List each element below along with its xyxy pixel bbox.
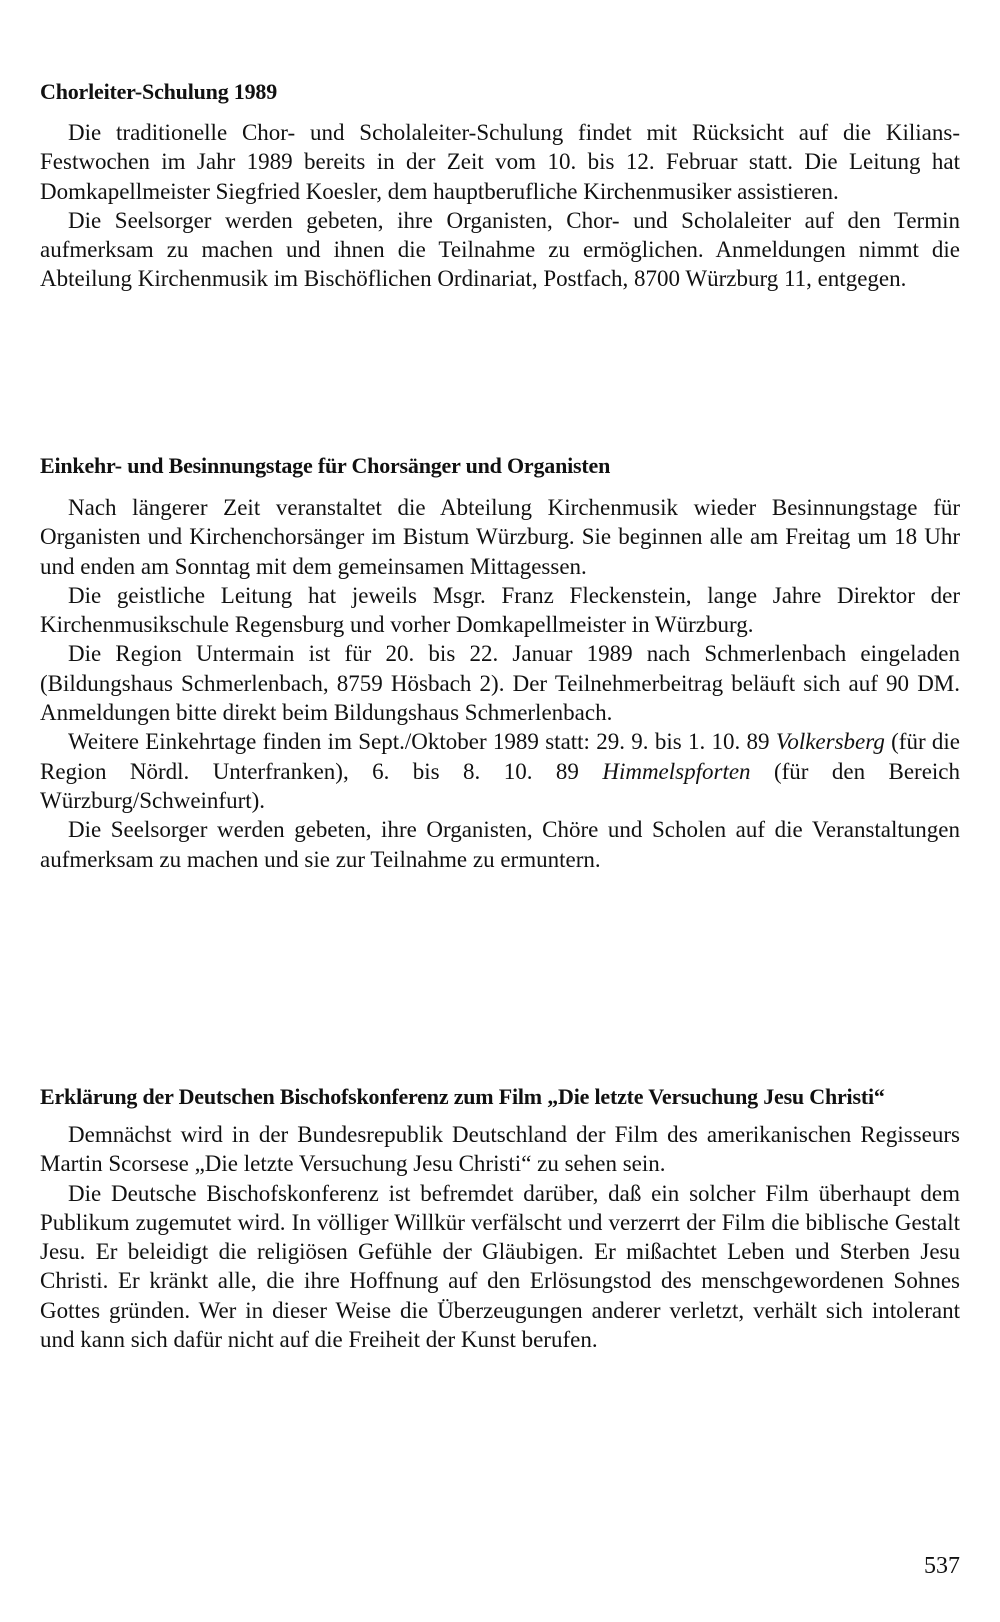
events-region-1: (für die Region Nördl. Unterfranken), 6. bis 8. 10. 89 — [40, 729, 961, 784]
paragraph: Demnächst wird in der Bundesrepublik Deutschland der Film des amerikanischen Regisseurs Martin Scorsese „Die letzte Versuchung Jesu Christi“ zu sehen sein. — [40, 1122, 960, 1177]
section-einkehr-besinnungstage — [40, 452, 960, 874]
paragraph: Die Seelsorger werden gebeten, ihre Organisten, Chor- und Scholaleiter auf den Termin aufmerksam zu machen und ihnen die Teilnahme zu ermöglichen. Anmeldungen nimmt die Abteilung Kirchenmusik im Bischöflichen Ordinariat, Postfach, 8700 Würzburg 11, entgegen. — [40, 207, 960, 292]
events-region-2: (für den Bereich Würzburg/Schweinfurt). — [40, 758, 961, 813]
section-erklaerung-bischofskonferenz — [40, 1083, 960, 1354]
section-heading: Erklärung der Deutschen Bischofskonferenz zum Film „Die letzte Versuchung Jesu Christi“ — [40, 1084, 885, 1109]
page-number: 537 — [924, 1553, 960, 1579]
events-paragraph — [40, 727, 960, 815]
paragraph: Die traditionelle Chor- und Scholaleiter-Schulung findet mit Rücksicht auf die Kilians-Festwochen im Jahr 1989 bereits in der Zeit vom 10. bis 12. Februar statt. Die Leitung hat Domkapellmeister Siegfried Koesler, dem hauptberufliche Kirchenmusiker assistieren. — [40, 120, 960, 204]
paragraph: Die Region Untermain ist für 20. bis 22. Januar 1989 nach Schmerlenbach eingeladen (Bildungshaus Schmerlenbach, 8759 Hösbach 2). Der Teilnehmerbeitrag beläuft sich auf 90 DM. Anmeldungen bitte direkt beim Bildungshaus Schmerlenbach. — [40, 641, 960, 726]
document-page — [40, 0, 960, 1622]
paragraph: Die geistliche Leitung hat jeweils Msgr. Franz Fleckenstein, lange Jahre Direktor der Kirchenmusikschule Regensburg und vorher Domkapellmeister in Würzburg. — [40, 582, 960, 638]
section-heading: Chorleiter-Schulung 1989 — [40, 79, 277, 104]
section-chorleiter-schulung — [40, 78, 960, 294]
section-heading: Einkehr- und Besinnungstage für Chorsänger und Organisten — [40, 453, 611, 478]
paragraph: Nach längerer Zeit veranstaltet die Abteilung Kirchenmusik wieder Besinnungstage für Organisten und Kirchenchorsänger im Bistum Würzburg. Sie beginnen alle am Freitag um 18 Uhr und enden am Sonntag mit dem gemeinsamen Mittagessen. — [40, 495, 960, 579]
events-intro: Weitere Einkehrtage finden im Sept./Oktober 1989 statt: 29. 9. bis 1. 10. 89 — [68, 729, 770, 755]
place-himmelspforten: Himmelspforten — [602, 758, 751, 784]
paragraph: Die Deutsche Bischofskonferenz ist befremdet darüber, daß ein solcher Film überhaupt dem Publikum zugemutet wird. In völliger Willkür verfälscht und verzerrt der Film die biblische Gestalt Jesu. Er beleidigt die religiösen Gefühle der Gläubigen. Er mißachtet Leben und Sterben Jesu Christi. Er kränkt alle, die ihre Hoffnung auf den Erlösungstod des menschgewordenen Sohnes Gottes gründen. Wer in dieser Weise die Überzeugungen anderer verletzt, verhält sich intolerant und kann sich dafür nicht auf die Freiheit der Kunst berufen. — [40, 1180, 960, 1353]
place-volkersberg: Volkersberg — [775, 729, 885, 755]
paragraph: Die Seelsorger werden gebeten, ihre Organisten, Chöre und Scholen auf die Veranstaltungen aufmerksam zu machen und sie zur Teilnahme zu ermuntern. — [40, 817, 960, 872]
